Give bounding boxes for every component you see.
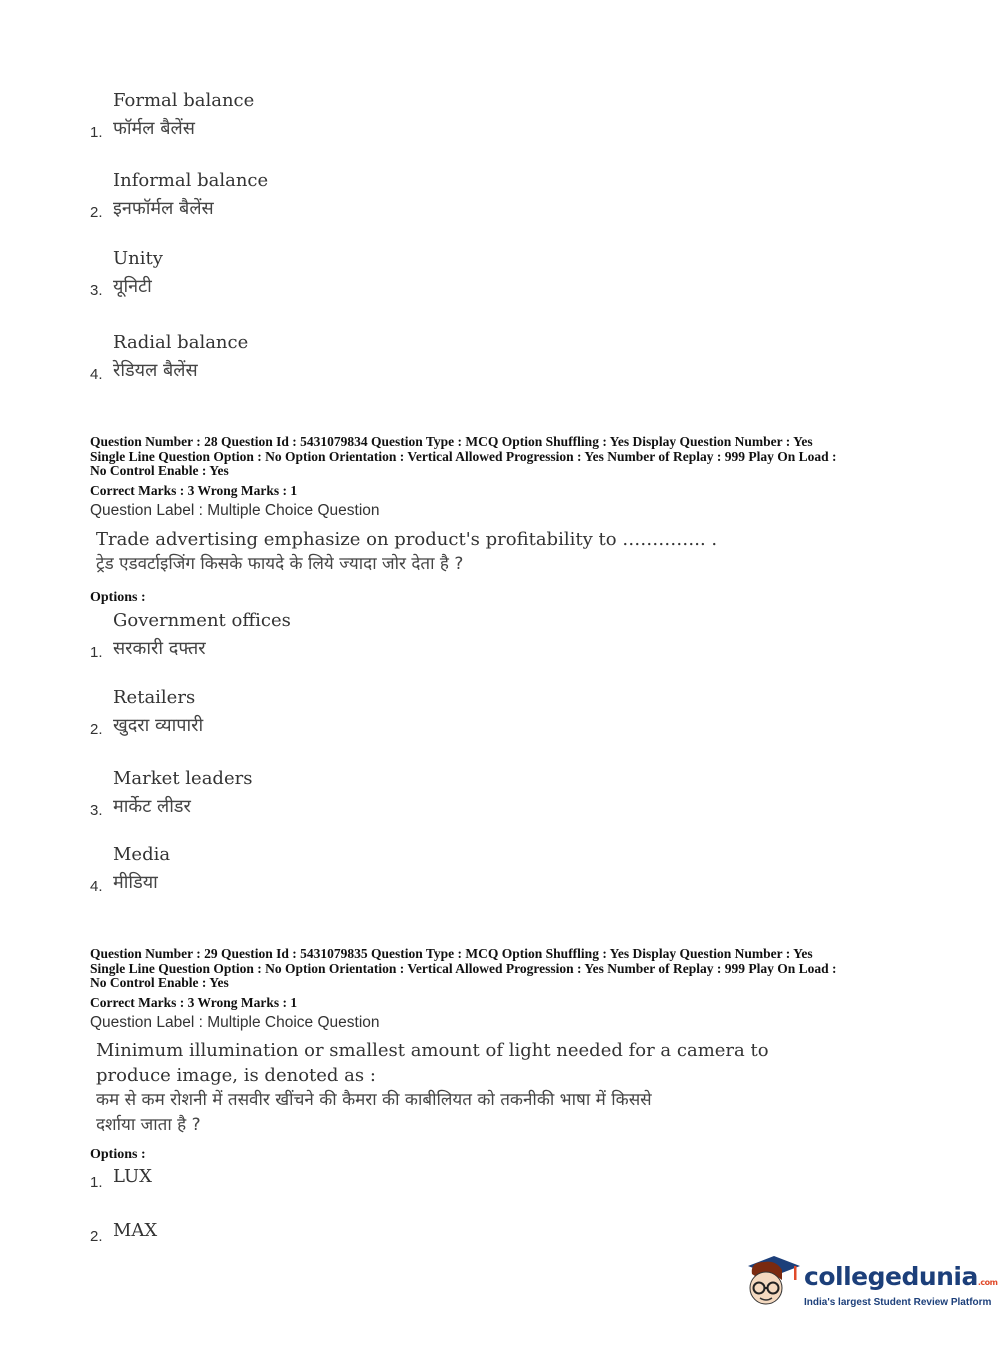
question-text-hindi: ट्रेड एडवर्टाइजिंग किसके फायदे के लिये ज्यादा जोर देता है ?: [96, 554, 464, 574]
meta-line: Question Number : 29 Question Id : 5431079835 Question Type : MCQ Option Shuffling : Yes Display Question Number : Yes: [90, 946, 813, 961]
option-hindi: फॉर्मल बैलेंस: [113, 118, 195, 139]
option-number: 2.: [90, 721, 103, 738]
option-number: 2.: [90, 204, 103, 221]
option-number: 1.: [90, 124, 103, 141]
option-english: Informal balance: [113, 170, 269, 191]
logo-dotcom: .com: [977, 1278, 998, 1287]
option-number: 1.: [90, 1174, 103, 1191]
meta-line: Single Line Question Option : No Option Orientation : Vertical Allowed Progression : Yes Number of Replay : 999 Play On Load :: [90, 960, 837, 976]
option-english: Formal balance: [113, 90, 255, 111]
logo-brand-text: collegedunia: [804, 1262, 978, 1291]
logo-brand: [804, 1262, 998, 1291]
question-text-english: Minimum illumination or smallest amount of light needed for a camera to: [96, 1040, 769, 1061]
q28-question-label: Question Label : Multiple Choice Question: [90, 502, 380, 519]
option-number: 4.: [90, 366, 103, 383]
option-hindi: सरकारी दफ्तर: [113, 638, 206, 659]
option-english: Market leaders: [113, 768, 253, 789]
option-english: Retailers: [113, 687, 196, 708]
question-text-english: Trade advertising emphasize on product's profitability to ………….. .: [96, 529, 718, 550]
meta-line: No Control Enable : Yes: [90, 975, 229, 990]
option-number: 2.: [90, 1228, 103, 1245]
option-hindi: यूनिटी: [113, 276, 152, 297]
option-english: MAX: [113, 1220, 158, 1241]
q29-meta: [90, 947, 920, 991]
q29-question-label: Question Label : Multiple Choice Question: [90, 1014, 380, 1031]
option-english: Unity: [113, 248, 163, 269]
question-text-hindi: कम से कम रोशनी में तसवीर खींचने की कैमरा की काबीलियत को तकनीकी भाषा में किससे: [96, 1090, 652, 1110]
option-english: Media: [113, 844, 171, 865]
q28-question-text: [96, 527, 796, 577]
logo-tagline: India's largest Student Review Platform: [804, 1297, 992, 1308]
option-hindi: मार्केट लीडर: [113, 796, 191, 817]
option-english: Radial balance: [113, 332, 249, 353]
q28-marks: Correct Marks : 3 Wrong Marks : 1: [90, 483, 298, 498]
meta-line: No Control Enable : Yes: [90, 463, 229, 478]
option-hindi: खुदरा व्यापारी: [113, 715, 204, 736]
q28-meta: [90, 435, 920, 479]
q29-question-text: [96, 1038, 796, 1138]
option-hindi: मीडिया: [113, 872, 158, 893]
question-text-english: produce image, is denoted as :: [96, 1065, 376, 1086]
q29-marks: Correct Marks : 3 Wrong Marks : 1: [90, 995, 298, 1010]
option-number: 4.: [90, 878, 103, 895]
question-text-hindi: दर्शाया जाता है ?: [96, 1115, 201, 1135]
q29-options-heading: Options :: [90, 1147, 146, 1162]
option-english: LUX: [113, 1166, 152, 1187]
option-english: Government offices: [113, 610, 291, 631]
q28-options-heading: Options :: [90, 590, 146, 605]
option-number: 1.: [90, 644, 103, 661]
collegedunia-logo: [742, 1250, 998, 1320]
student-mascot-icon: [742, 1250, 802, 1312]
meta-line: Single Line Question Option : No Option Orientation : Vertical Allowed Progression : Yes Number of Replay : 999 Play On Load :: [90, 448, 837, 464]
option-hindi: इनफॉर्मल बैलेंस: [113, 198, 214, 219]
meta-line: Question Number : 28 Question Id : 5431079834 Question Type : MCQ Option Shuffling : Yes Display Question Number : Yes: [90, 434, 813, 449]
option-hindi: रेडियल बैलेंस: [113, 360, 198, 381]
option-number: 3.: [90, 282, 103, 299]
option-number: 3.: [90, 802, 103, 819]
